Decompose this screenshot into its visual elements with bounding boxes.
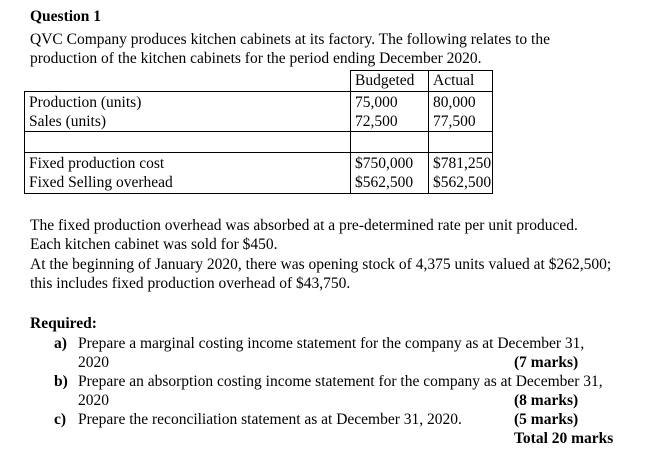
spacer-cell-1 — [24, 131, 351, 153]
sales-actual: 77,500 — [433, 113, 476, 130]
item-a-letter: a) — [54, 335, 67, 352]
row-fixed-selling-label: Fixed Selling overhead — [29, 174, 173, 191]
item-a-marks: (7 marks) — [514, 354, 579, 371]
note-fixed-overhead: this includes fixed production overhead of $43,750. — [30, 275, 351, 292]
sales-budgeted: 72,500 — [355, 113, 398, 130]
item-c-text: Prepare the reconciliation statement as at December 31, 2020. — [78, 411, 462, 428]
intro-line-2: production of the kitchen cabinets for the period ending December 2020. — [30, 50, 482, 67]
production-actual: 80,000 — [433, 94, 476, 111]
row-production-label: Production (units) — [29, 94, 142, 111]
item-a-text-line2: 2020 — [78, 354, 109, 371]
intro-line-1: QVC Company produces kitchen cabinets at its factory. The following relates to the — [30, 31, 550, 48]
item-b-text-line1: Prepare an absorption costing income statement for the company as at December 31, — [78, 373, 603, 390]
item-c-marks: (5 marks) — [514, 411, 579, 428]
group1-label-cell — [24, 91, 351, 132]
header-actual: Actual — [428, 70, 493, 92]
group1-budgeted-cell — [350, 91, 429, 132]
group2-label-cell — [24, 152, 351, 194]
item-a-text-line1: Prepare a marginal costing income statement for the company as at December 31, — [78, 335, 585, 352]
question-heading: Question 1 — [30, 8, 102, 25]
total-marks: Total 20 marks — [514, 430, 614, 447]
item-b-text-line2: 2020 — [78, 392, 109, 409]
item-c-letter: c) — [54, 411, 67, 428]
group2-actual-cell — [428, 152, 493, 194]
production-budgeted: 75,000 — [355, 94, 398, 111]
row-fixed-production-label: Fixed production cost — [29, 155, 165, 172]
item-b-letter: b) — [54, 373, 68, 390]
spacer-cell-3 — [428, 131, 493, 153]
fixed-production-budgeted: $750,000 — [355, 155, 414, 172]
fixed-selling-budgeted: $562,500 — [355, 174, 414, 191]
row-sales-label: Sales (units) — [29, 113, 107, 130]
group2-budgeted-cell — [350, 152, 429, 194]
required-heading: Required: — [30, 315, 97, 332]
note-opening-stock: At the beginning of January 2020, there was opening stock of 4,375 units valued at $262,500; — [30, 256, 612, 273]
fixed-production-actual: $781,250 — [433, 155, 492, 172]
note-price: Each kitchen cabinet was sold for $450. — [30, 236, 278, 253]
item-b-marks: (8 marks) — [514, 392, 579, 409]
note-absorption: The fixed production overhead was absorbed at a pre-determined rate per unit produced. — [30, 217, 578, 234]
fixed-selling-actual: $562,500 — [433, 174, 492, 191]
header-budgeted: Budgeted — [350, 70, 429, 92]
spacer-cell-2 — [350, 131, 429, 153]
group1-actual-cell — [428, 91, 493, 132]
